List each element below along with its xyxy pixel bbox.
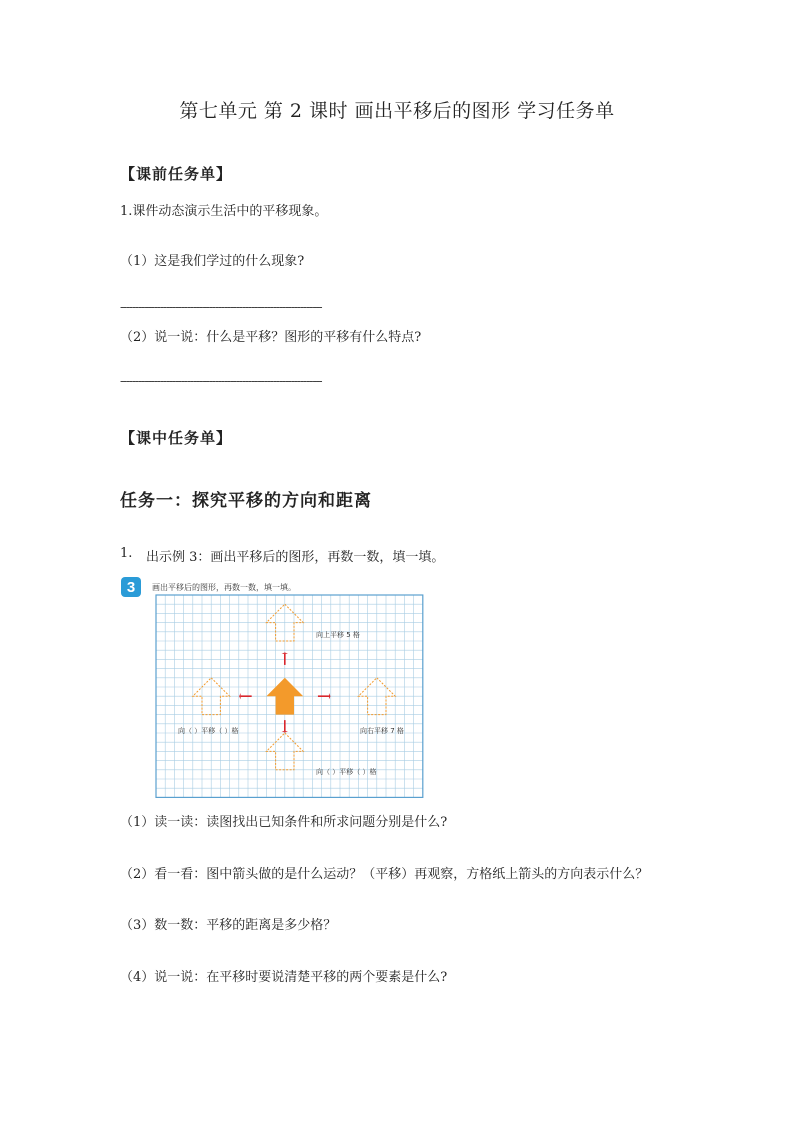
badge-number: 3 [126,579,136,596]
in-class-heading: 【课中任务单】 [120,429,233,447]
in-class-item-1-number: 1. [120,546,133,561]
figure-instruction: 画出平移后的图形，再数一数，填一填。 [152,583,296,592]
example-3-figure [120,576,430,804]
direction-arrow-down [282,720,288,733]
label-left: 向（ ）平移（ ）格 [178,727,239,735]
in-class-question-3: （3）数一数：平移的距离是多少格？ [120,918,337,933]
example-badge [121,577,141,597]
pre-class-question-1: （1）这是我们学过的什么现象? [120,254,305,269]
label-down: 向（ ）平移（ ）格 [316,768,377,776]
label-up: 向上平移 5 格 [316,631,360,639]
page-title: 第七单元 第 2 课时 画出平移后的图形 学习任务单 [179,100,615,122]
answer-line-2: ------------------------------------------------------------------ [120,374,322,388]
direction-arrow-right [318,693,331,699]
label-right: 向右平移 7 格 [360,727,404,735]
task-1-title: 任务一：探究平移的方向和距离 [120,491,372,511]
direction-arrow-up [282,652,288,665]
pre-class-item-1: 1.课件动态演示生活中的平移现象。 [120,204,328,219]
in-class-question-1: （1）读一读：读图找出已知条件和所求问题分别是什么? [120,815,448,830]
original-arrow-shape [266,678,303,715]
in-class-item-1: 出示例 3：画出平移后的图形，再数一数，填一填。 [146,550,445,565]
in-class-question-2: （2）看一看：图中箭头做的是什么运动？（平移）再观察，方格纸上箭头的方向表示什么？ [120,867,649,882]
in-class-question-4: （4）说一说：在平移时要说清楚平移的两个要素是什么? [120,970,448,985]
direction-arrow-left [239,693,252,699]
pre-class-question-2: （2）说一说：什么是平移？图形的平移有什么特点? [120,330,422,345]
answer-line-1: ------------------------------------------------------------------ [120,300,322,314]
pre-class-heading: 【课前任务单】 [120,165,233,183]
